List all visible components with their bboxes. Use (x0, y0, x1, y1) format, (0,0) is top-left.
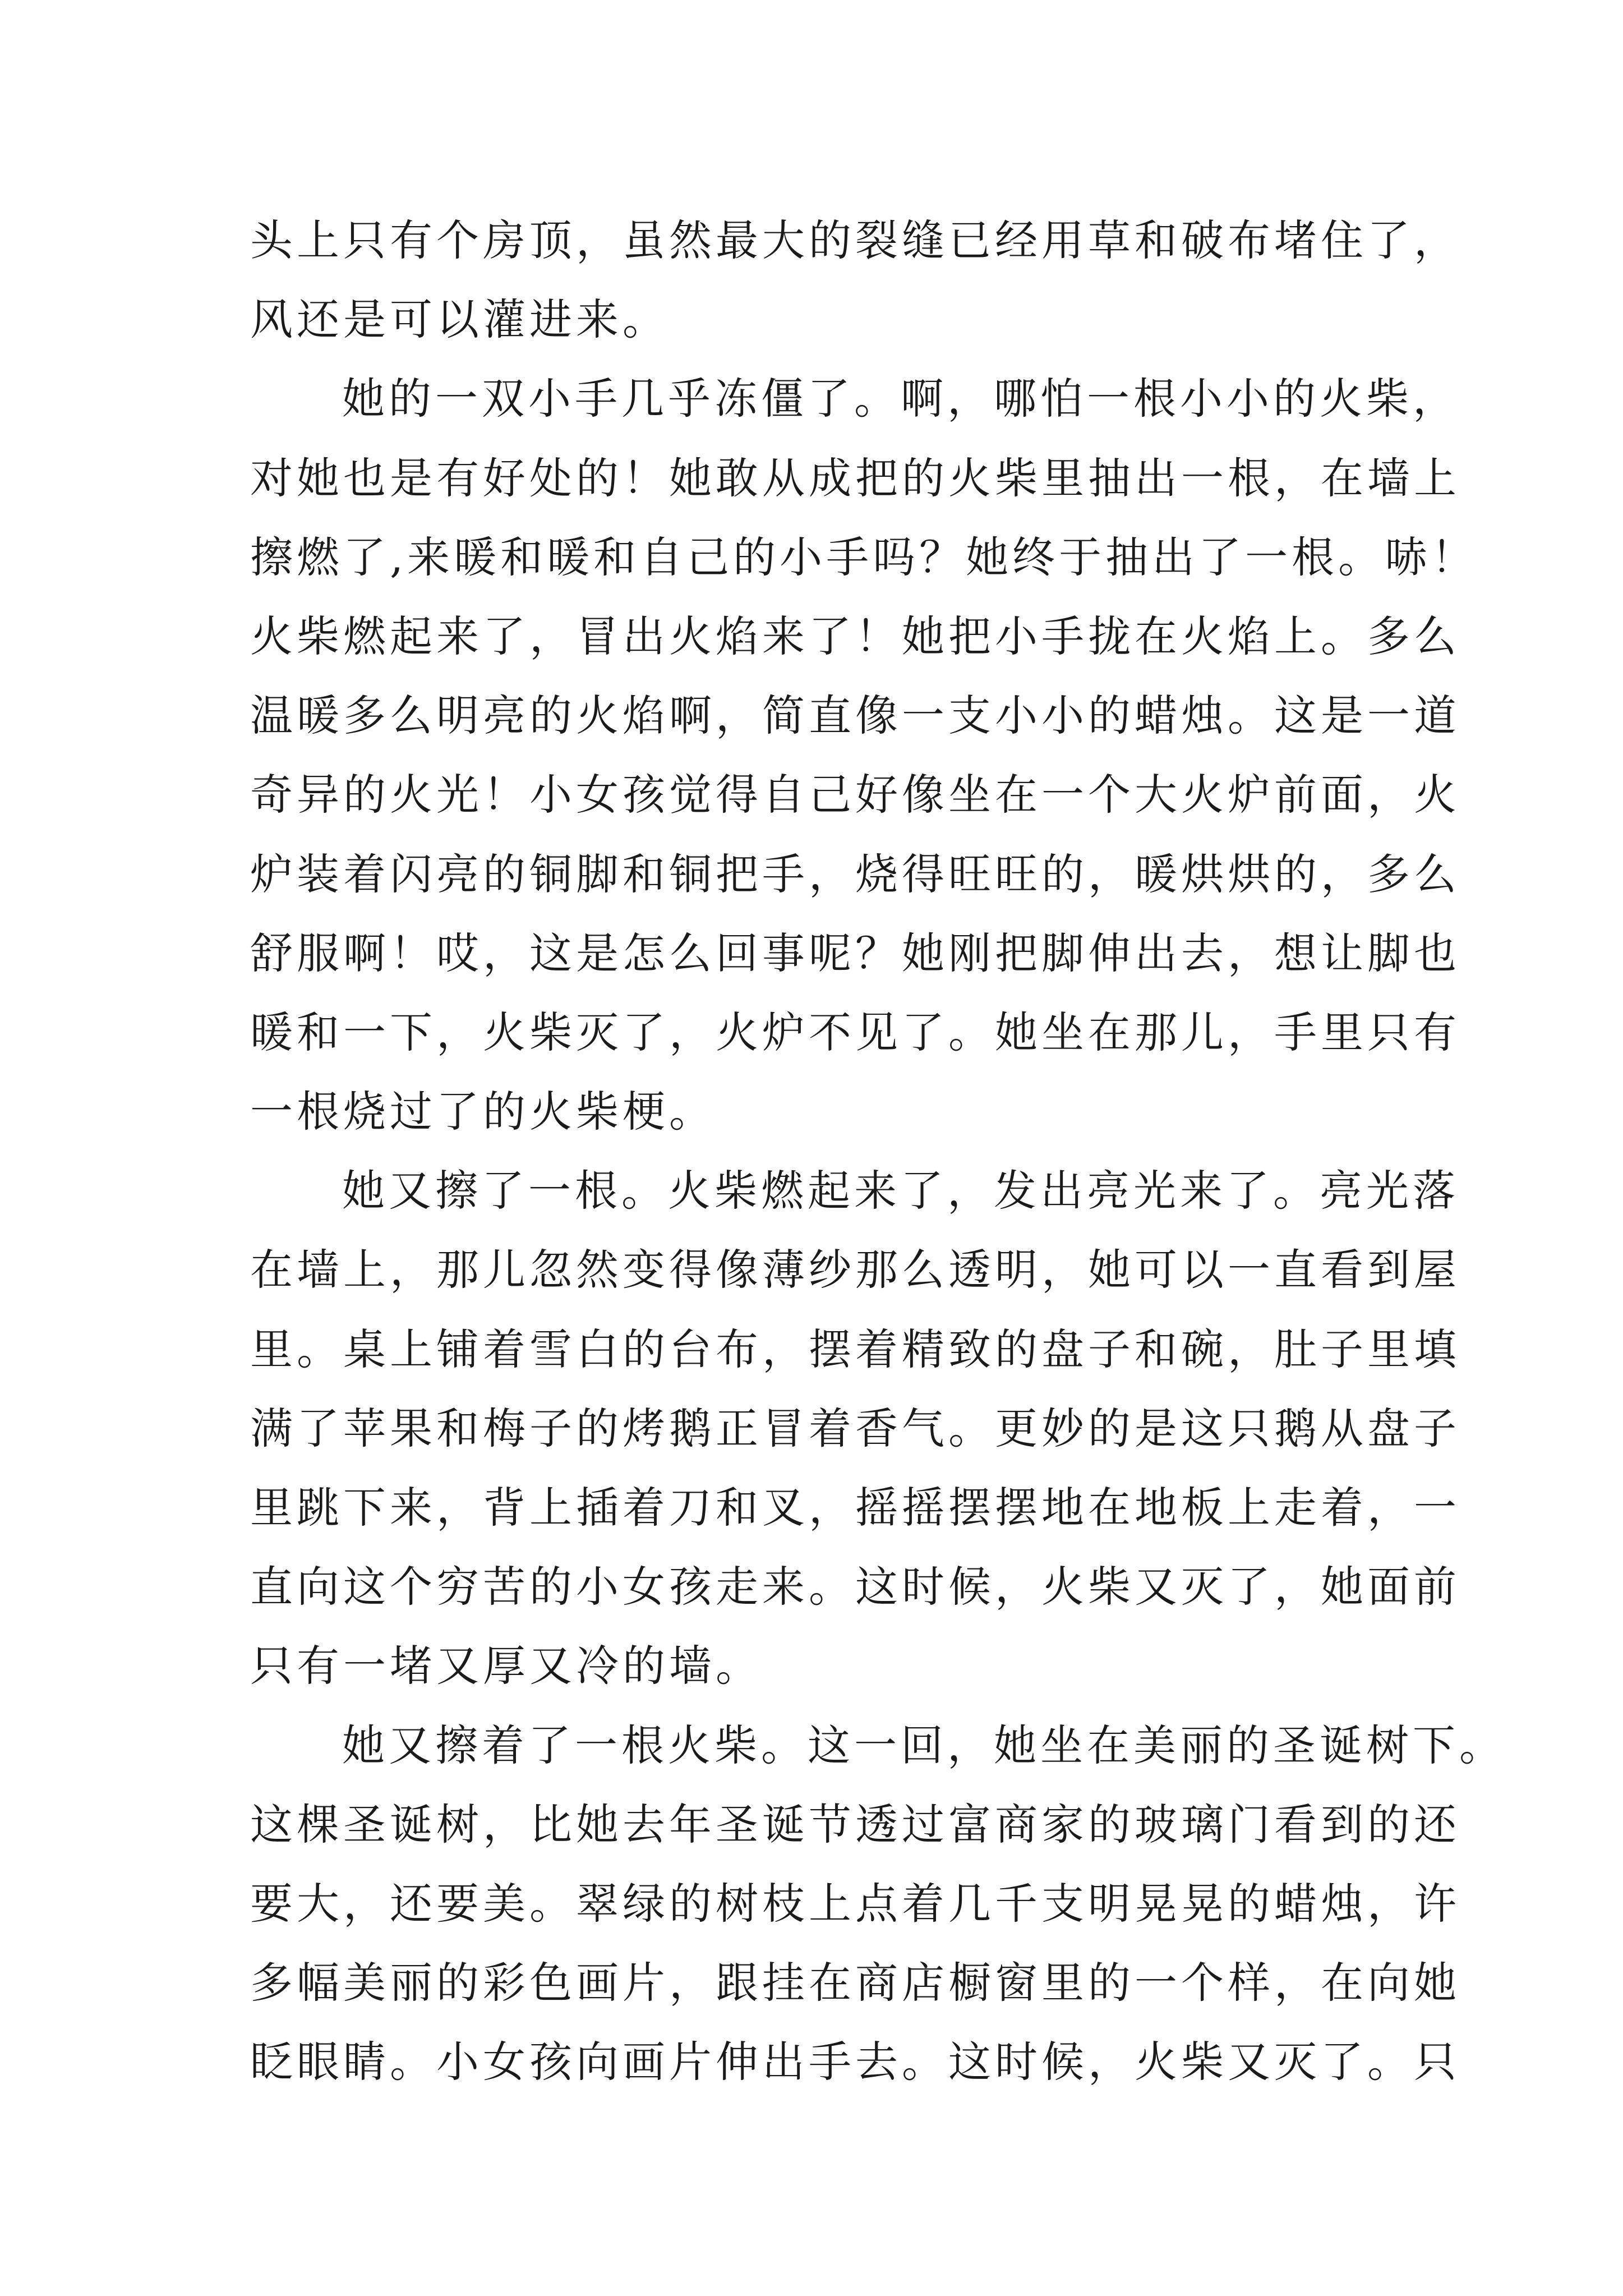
text-line: 里跳下来，背上插着刀和叉，摇摇摆摆地在地板上走着，一 (250, 1483, 1460, 1533)
text-line: 对她也是有好处的！她敢从成把的火柴里抽出一根，在墙上 (250, 453, 1460, 503)
paragraph-first-line: 她的一双小手几乎冻僵了。啊，哪怕一根小小的火柴， (342, 374, 1459, 424)
paragraph-first-line: 她又擦了一根。火柴燃起来了，发出亮光来了。亮光落 (342, 1166, 1459, 1216)
text-line: 奇异的火光！小女孩觉得自己好像坐在一个大火炉前面，火 (250, 770, 1460, 820)
text-line: 擦燃了,来暖和暖和自己的小手吗？她终于抽出了一根。哧！ (250, 532, 1478, 582)
document-text (250, 201, 1506, 2102)
text-line: 多幅美丽的彩色画片，跟挂在商店橱窗里的一个样，在向她 (250, 1958, 1460, 2008)
text-line: 直向这个穷苦的小女孩走来。这时候，火柴又灭了，她面前 (250, 1562, 1460, 1612)
text-line: 一根烧过了的火柴梗。 (250, 1087, 716, 1137)
text-line: 火柴燃起来了，冒出火焰来了！她把小手拢在火焰上。多么 (250, 611, 1460, 661)
text-line: 温暖多么明亮的火焰啊，简直像一支小小的蜡烛。这是一道 (250, 691, 1460, 741)
text-line: 眨眼睛。小女孩向画片伸出手去。这时候，火柴又灭了。只 (250, 2037, 1460, 2087)
text-line: 暖和一下，火柴灭了，火炉不见了。她坐在那儿，手里只有 (250, 1007, 1460, 1057)
text-line: 里。桌上铺着雪白的台布，摆着精致的盘子和碗，肚子里填 (250, 1324, 1460, 1374)
text-line: 在墙上，那儿忽然变得像薄纱那么透明，她可以一直看到屋 (250, 1245, 1460, 1295)
paragraph-first-line: 她又擦着了一根火柴。这一回，她坐在美丽的圣诞树下。 (342, 1720, 1506, 1770)
text-line: 头上只有个房顶，虽然最大的裂缝已经用草和破布堵住了， (250, 215, 1460, 265)
text-line: 只有一堵又厚又冷的墙。 (250, 1641, 762, 1691)
text-line: 满了苹果和梅子的烤鹅正冒着香气。更妙的是这只鹅从盘子 (250, 1403, 1460, 1453)
text-line: 要大，还要美。翠绿的树枝上点着几千支明晃晃的蜡烛，许 (250, 1878, 1460, 1929)
text-line: 风还是可以灌进来。 (250, 295, 669, 345)
text-line: 炉装着闪亮的铜脚和铜把手，烧得旺旺的，暖烘烘的，多么 (250, 849, 1460, 899)
text-line: 这棵圣诞树，比她去年圣诞节透过富商家的玻璃门看到的还 (250, 1799, 1460, 1849)
text-line: 舒服啊！哎，这是怎么回事呢？她刚把脚伸出去，想让脚也 (250, 928, 1460, 978)
